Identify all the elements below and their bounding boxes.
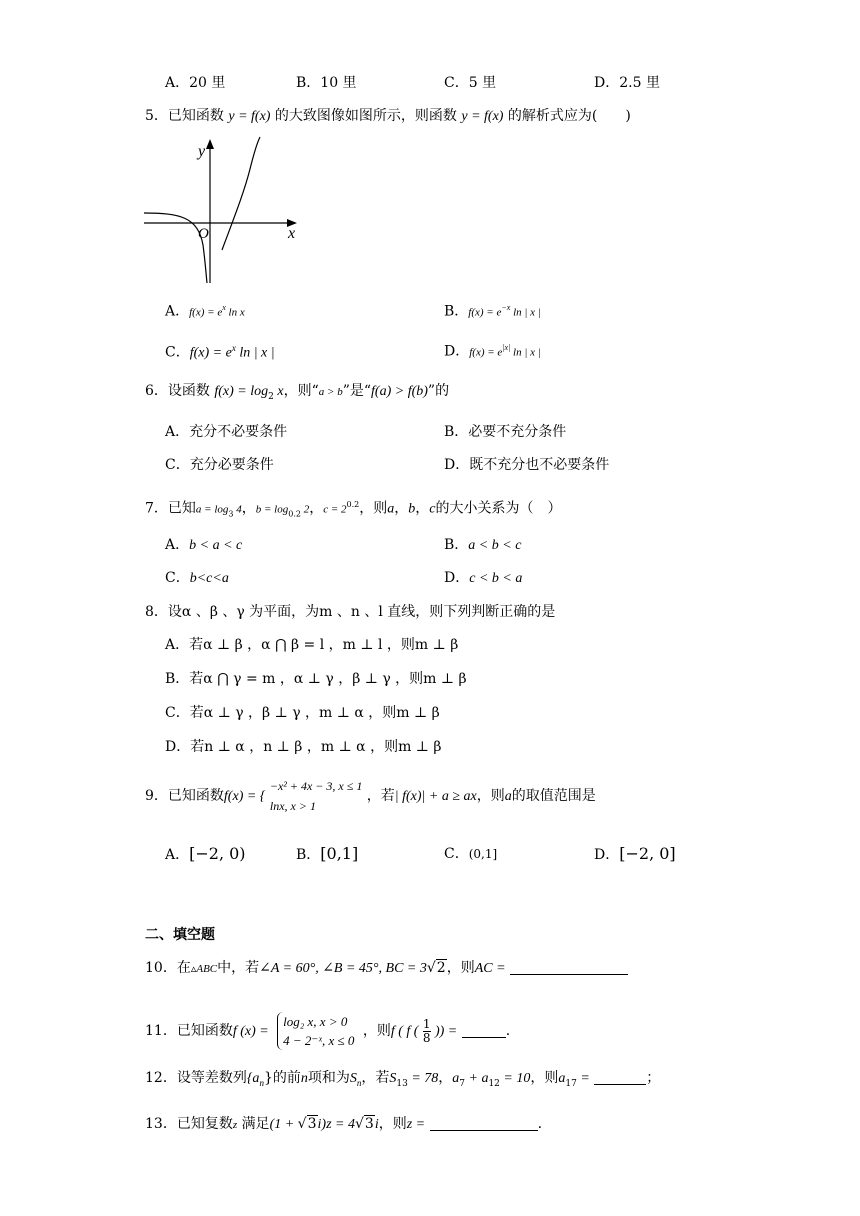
q12-stem: 12．设等差数列$\{a_n\}$的前n项和为$S_n$，若$S_{13} = 78$，$a_7 + a_{12} = 10$，则$a_{17}$ = ； — [145, 1070, 661, 1089]
section-title: 二、填空题 — [145, 927, 215, 943]
q6-option-c: C．充分必要条件 — [165, 457, 274, 473]
q7-option-a: A．b < a < c — [165, 537, 243, 553]
q12-answer-blank[interactable] — [594, 1070, 646, 1085]
q11-piecewise: log₂ x, x > 0 4 − 2⁻ˣ, x ≤ 0 — [277, 1012, 354, 1050]
q8-stem: 8．设α 、β 、γ 为平面，为m 、n 、l 直线，则下列判断正确的是 — [145, 604, 556, 620]
q8-option-a: A．若α ⊥ β ，α ⋂ β = l ，m ⊥ l ，则m ⊥ β — [165, 637, 459, 653]
q5-option-d: D．$f(x) = e^{|x|}$ ln | x | — [444, 343, 541, 360]
q6-option-a: A．充分不必要条件 — [165, 424, 288, 440]
q7-option-c: C．b<c<a — [165, 570, 229, 586]
q5-option-c: C．$f(x) = e^x$ ln | x | — [165, 343, 275, 361]
q13-answer-blank[interactable] — [430, 1116, 538, 1131]
q13-stem: 13．已知复数z 满足(1 + √3i)z = 4√3i，则z = . — [145, 1116, 543, 1132]
q4-option-b: B．10 里 — [296, 75, 357, 91]
q10-stem: 10．在▵ABC中，若∠A = 60°, ∠B = 45°, BC = 3√2，则AC = — [145, 958, 628, 979]
q5-stem: 5．已知函数 y = f(x) 的大致图像如图所示，则函数 y = f(x) 的解析式应为( ) — [145, 108, 631, 124]
graph-y-label: y — [198, 143, 206, 160]
q9-option-a: A．[−2, 0) — [165, 844, 246, 863]
q10-answer-blank[interactable] — [510, 960, 628, 975]
q9-option-d: D．[−2, 0] — [594, 844, 676, 863]
q9-option-b: B．[0,1] — [296, 844, 359, 863]
q4-option-c: C．5 里 — [444, 75, 497, 91]
q8-option-d: D．若n ⊥ α ，n ⊥ β ，m ⊥ α ，则m ⊥ β — [165, 739, 442, 755]
q11-answer-blank[interactable] — [462, 1023, 506, 1038]
q11-fraction: $\frac{1}{8}$ — [422, 1016, 431, 1045]
q7-option-b: B．a < b < c — [444, 537, 522, 553]
q7-stem: 7．已知$a = \log_3 4$，$b = \log_{0.2} 2$，$c = 2^{0.2}$，则a，b，c的大小关系为（ ） — [145, 500, 562, 519]
q8-option-c: C．若α ⊥ γ ，β ⊥ γ ，m ⊥ α ，则m ⊥ β — [165, 705, 440, 721]
q4-option-a: A．20 里 — [165, 75, 226, 91]
q9-option-c: C．(0,1] — [444, 846, 498, 862]
graph-x-label: x — [288, 225, 296, 242]
q6-stem: 6．设函数 $f(x) = \log_2 x$，则“a > b”是“f(a) > f(b)”的 — [145, 383, 450, 402]
q5-function-graph — [140, 135, 310, 285]
q9-stem: 9．已知函数f(x) = { −x² + 4x − 3, x ≤ 1 lnx, x > 1 ，若| f(x)| + a ≥ ax，则a的取值范围是 — [145, 776, 596, 816]
graph-origin-label: O — [198, 226, 209, 242]
q7-option-d: D．c < b < a — [444, 570, 523, 586]
q6-option-d: D．既不充分也不必要条件 — [444, 457, 610, 473]
q9-piecewise: −x² + 4x − 3, x ≤ 1 lnx, x > 1 — [269, 779, 363, 813]
q11-stem: 11．已知函数f (x) = log₂ x, x > 0 4 − 2⁻ˣ, x ≤ 0 ，则f ( f ( $\frac{1}{8}$ )) = . — [145, 1014, 511, 1048]
q4-option-d: D．2.5 里 — [594, 75, 660, 91]
q6-option-b: B．必要不充分条件 — [444, 424, 567, 440]
q5-option-a: A．$f(x) = e^x$ ln x — [165, 303, 245, 320]
q5-option-b: B．$f(x) = e^{-x}$ ln | x | — [444, 303, 541, 320]
q8-option-b: B．若α ⋂ γ = m ，α ⊥ γ ，β ⊥ γ ，则m ⊥ β — [165, 671, 467, 687]
